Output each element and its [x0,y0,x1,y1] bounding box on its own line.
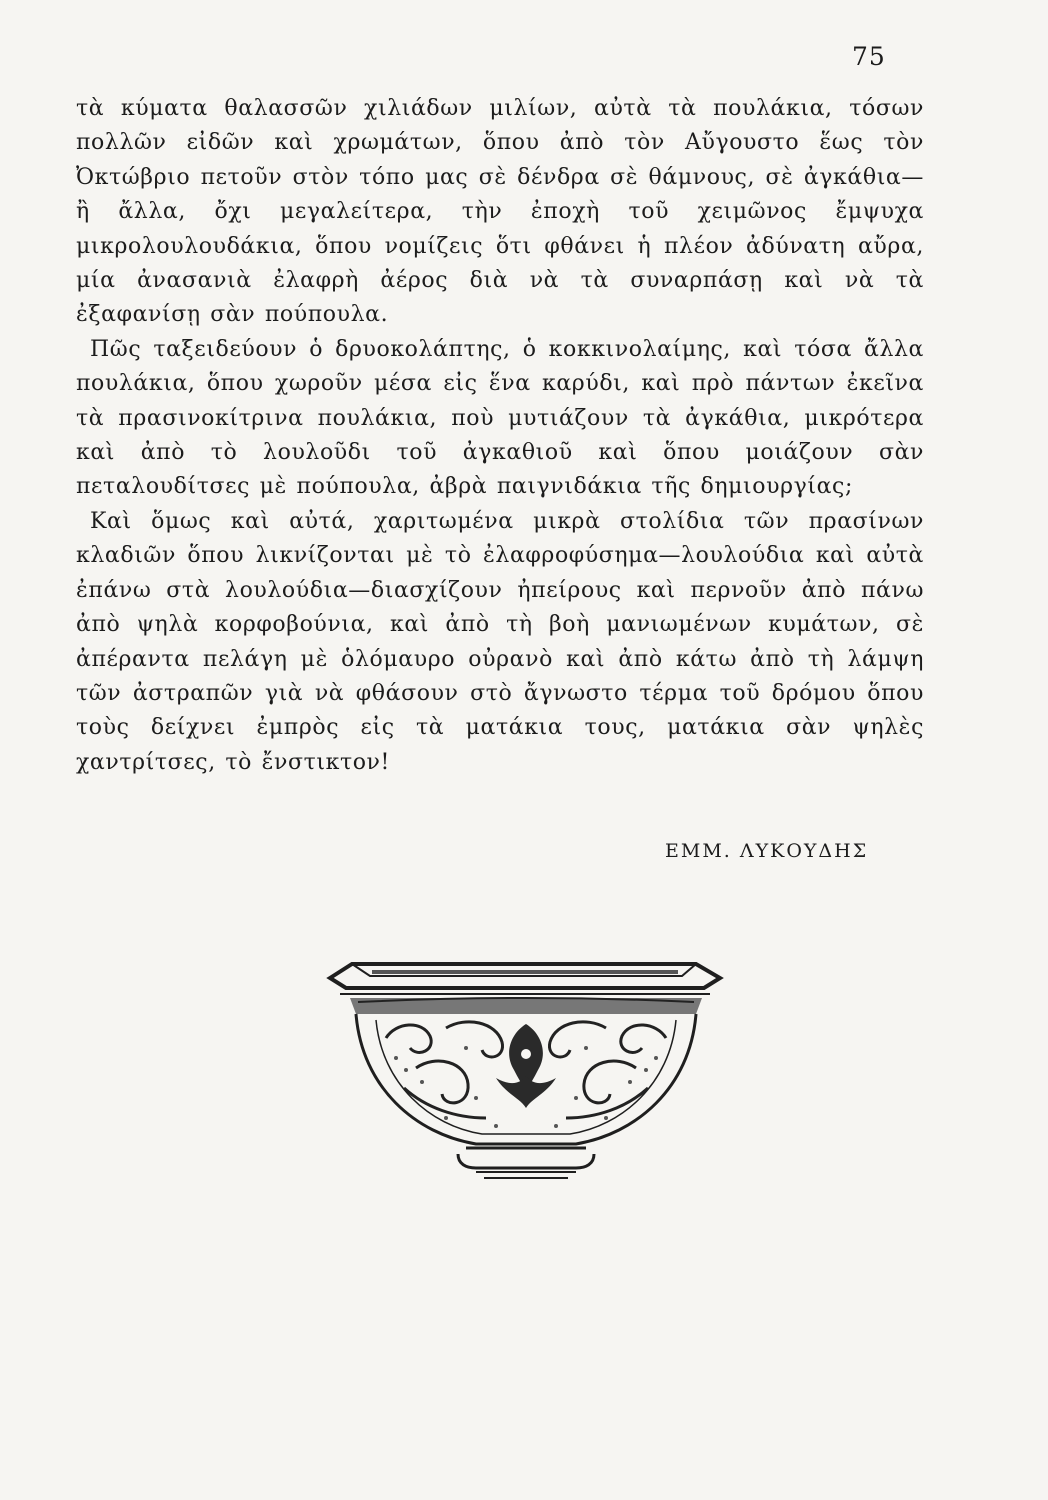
ornament-central-motif [496,1024,556,1108]
ornament-dotted-band [350,998,702,1014]
paragraph-1: τὰ κύματα θαλασσῶν χιλιάδων μιλίων, αὐτὰ τὰ πουλάκια, τόσων πολλῶν εἰδῶν καὶ χρωμάτων, ὅπου ἀπὸ τὸν Αὔγουστο ἕως τὸν Ὀκτώβριο πετοῦν στὸν τόπο μας σὲ δένδρα σὲ θάμνους, σὲ ἀγκάθια—ἢ ἄλλα, ὄχι μεγαλείτερα, τὴν ἐποχὴ τοῦ χειμῶνος ἔμψυχα μικρολουλουδάκια, ὅπου νομίζεις ὅτι φθάνει ἡ πλέον ἀδύνατη αὔρα, μία ἀνασανιὰ ἐλαφρὴ ἀέρος διὰ νὰ τὰ συναρπάσῃ καὶ νὰ τὰ ἐξαφανίσῃ σὰν πούπουλα. [76,96,924,328]
page-number: 75 [852,42,886,71]
paragraph-3: Καὶ ὅμως καὶ αὐτά, χαριτωμένα μικρὰ στολίδια τῶν πρασίνων κλαδιῶν ὅπου λικνίζονται μὲ τὸ ἐλαφροφύσημα—λουλούδια καὶ αὐτὰ ἐπάνω στὰ λουλούδια—διασχίζουν ἠπείρους καὶ περνοῦν ἀπὸ πάνω ἀπὸ ψηλὰ κορφοβούνια, καὶ ἀπὸ τὴ βοὴ μανιωμένων κυμάτων, σὲ ἀπέραντα πελάγη μὲ ὁλόμαυρο οὐρανὸ καὶ ἀπὸ κάτω ἀπὸ τὴ λάμψη τῶν ἀστραπῶν γιὰ νὰ φθάσουν στὸ ἄγνωστο τέρμα τοῦ δρόμου ὅπου τοὺς δείχνει ἐμπρὸς εἰς τὰ ματάκια τους, ματάκια σὰν ψηλὲς χαντρίτσες, τὸ ἔνστικτον! [76,508,924,775]
author-signature: ΕΜΜ. ΛΥΚΟΥΔΗΣ [665,840,869,862]
paragraph-2: Πῶς ταξειδεύουν ὁ δρυοκολάπτης, ὁ κοκκινολαίμης, καὶ τόσα ἄλλα πουλάκια, ὅπου χωροῦν μέσα εἰς ἕνα καρύδι, καὶ πρὸ πάντων ἐκεῖνα τὰ πρασινοκίτρινα πουλάκια, ποὺ μυτιάζουν τὰ ἀγκάθια, μικρότερα καὶ ἀπὸ τὸ λουλοῦδι τοῦ ἀγκαθιοῦ καὶ ὅπου μοιάζουν σὰν πεταλουδίτσες μὲ πούπουλα, ἀβρὰ παιγνιδάκια τῆς δημιουργίας; [76,336,924,500]
ornament-top-slab [330,964,720,994]
ornament-base [458,1148,594,1178]
ornamental-capital-icon [326,958,726,1190]
article-body [76,92,924,780]
